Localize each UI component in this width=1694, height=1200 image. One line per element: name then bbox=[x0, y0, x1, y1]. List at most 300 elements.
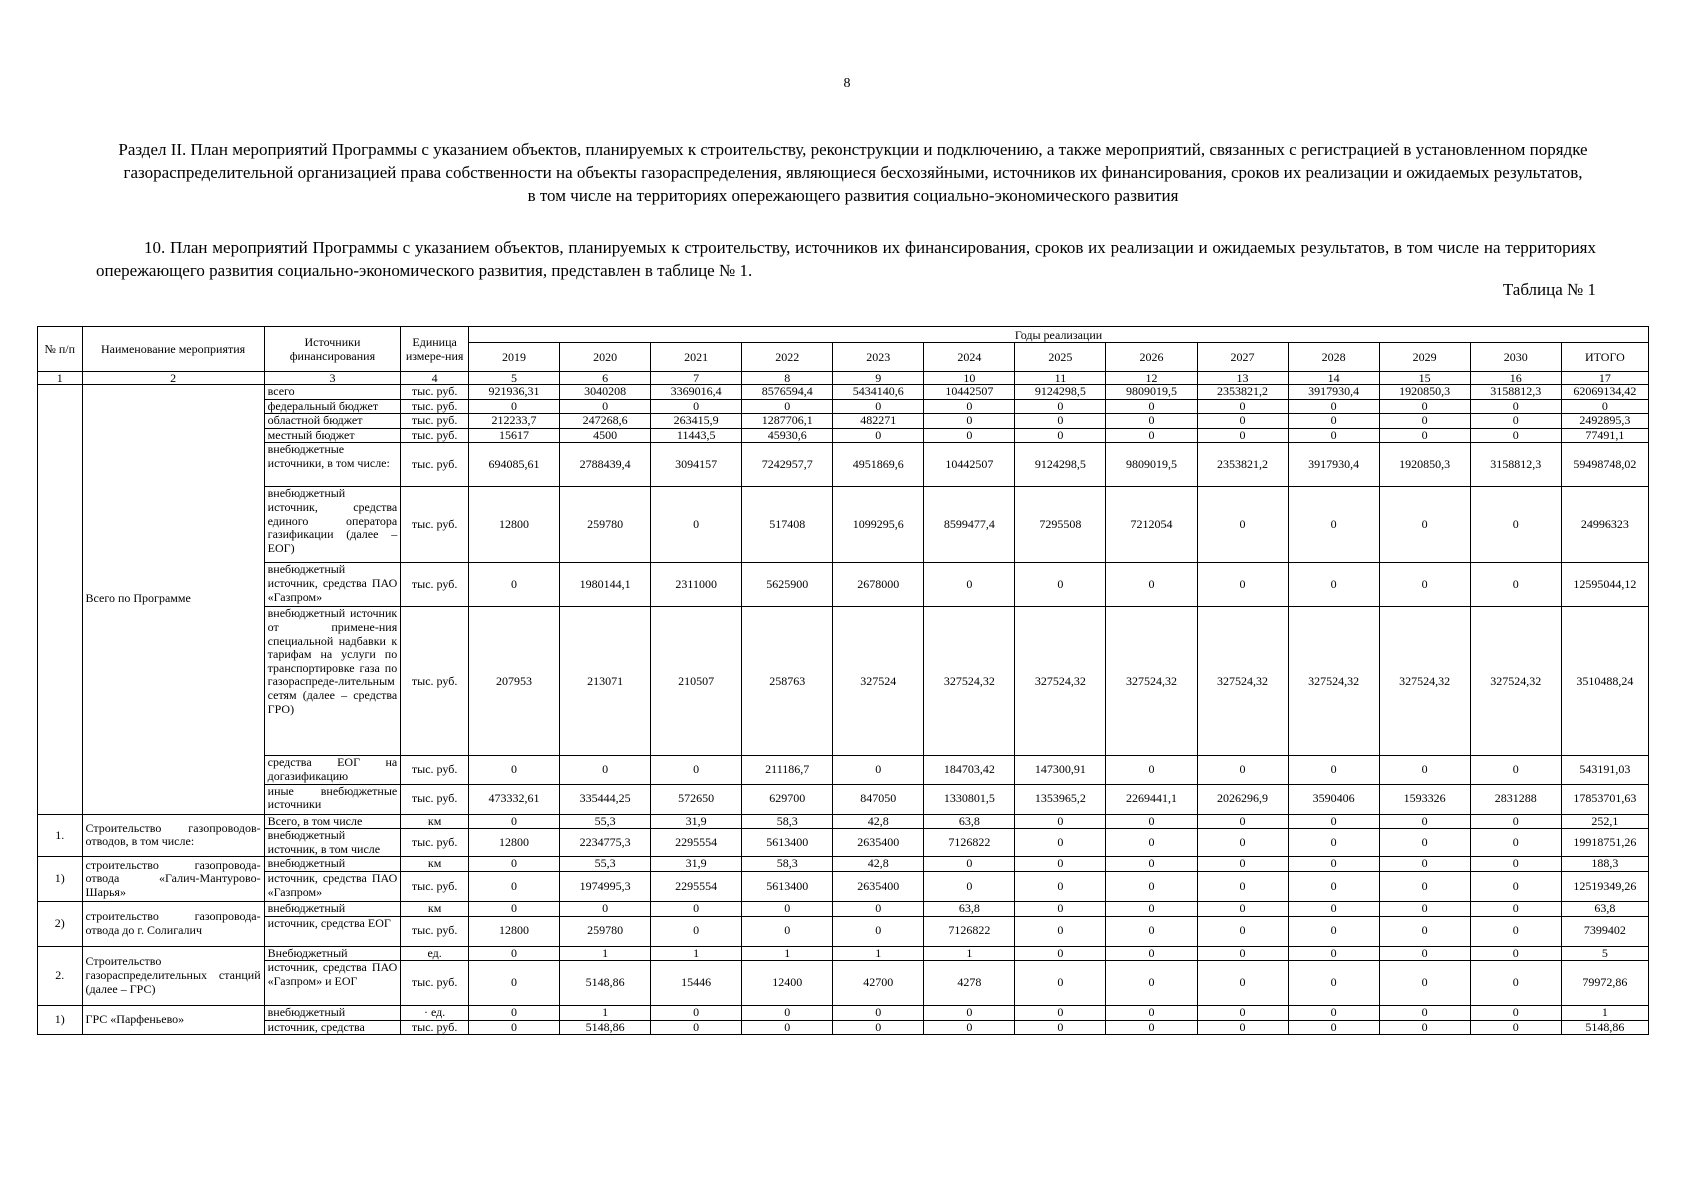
year-value: 0 bbox=[1015, 1020, 1106, 1035]
year-value: 327524,32 bbox=[924, 607, 1015, 756]
year-value: 0 bbox=[651, 756, 742, 784]
total-value: 252,1 bbox=[1561, 814, 1648, 829]
total-value: 3510488,24 bbox=[1561, 607, 1648, 756]
year-value: 5148,86 bbox=[560, 1020, 651, 1035]
row-number: 2. bbox=[38, 946, 83, 1006]
year-value: 31,9 bbox=[651, 814, 742, 829]
year-value: 0 bbox=[1379, 563, 1470, 607]
year-value: 58,3 bbox=[742, 857, 833, 872]
year-value: 0 bbox=[833, 901, 924, 916]
year-value: 327524,32 bbox=[1470, 607, 1561, 756]
year-value: 0 bbox=[560, 901, 651, 916]
table-row bbox=[38, 428, 1649, 443]
year-value: 0 bbox=[1197, 428, 1288, 443]
table-row bbox=[38, 563, 1649, 607]
year-value: 0 bbox=[1288, 487, 1379, 563]
year-value: 12800 bbox=[469, 829, 560, 857]
column-number: 6 bbox=[560, 372, 651, 385]
year-value: 0 bbox=[1197, 563, 1288, 607]
year-value: 213071 bbox=[560, 607, 651, 756]
total-value: 1 bbox=[1561, 1006, 1648, 1021]
year-value: 12800 bbox=[469, 487, 560, 563]
header-year: 2027 bbox=[1197, 343, 1288, 372]
year-value: 482271 bbox=[833, 414, 924, 429]
year-value: 0 bbox=[1470, 961, 1561, 1006]
table-row bbox=[38, 756, 1649, 784]
funding-source: всего bbox=[264, 385, 401, 400]
year-value: 0 bbox=[1288, 946, 1379, 961]
funding-source: внебюджетные источники, в том числе: bbox=[264, 443, 401, 487]
year-value: 2353821,2 bbox=[1197, 443, 1288, 487]
year-value: 1 bbox=[833, 946, 924, 961]
year-value: 1 bbox=[651, 946, 742, 961]
year-value: 0 bbox=[1379, 414, 1470, 429]
measure-name: Всего по Программе bbox=[82, 385, 264, 815]
year-value: 473332,61 bbox=[469, 784, 560, 814]
table-row bbox=[38, 857, 1649, 872]
year-value: 0 bbox=[833, 399, 924, 414]
year-value: 0 bbox=[742, 901, 833, 916]
page-number: 8 bbox=[843, 76, 851, 91]
year-value: 184703,42 bbox=[924, 756, 1015, 784]
year-value: 9809019,5 bbox=[1106, 385, 1197, 400]
year-value: 0 bbox=[1197, 414, 1288, 429]
year-value: 0 bbox=[1288, 814, 1379, 829]
unit: тыс. руб. bbox=[401, 385, 469, 400]
year-value: 1287706,1 bbox=[742, 414, 833, 429]
year-value: 0 bbox=[1197, 946, 1288, 961]
header-year: 2029 bbox=[1379, 343, 1470, 372]
column-number: 4 bbox=[401, 372, 469, 385]
year-value: 1980144,1 bbox=[560, 563, 651, 607]
year-value: 0 bbox=[1379, 399, 1470, 414]
row-number: 1. bbox=[38, 814, 83, 857]
table-row bbox=[38, 946, 1649, 961]
unit: тыс. руб. bbox=[401, 756, 469, 784]
year-value: 3917930,4 bbox=[1288, 385, 1379, 400]
year-value: 0 bbox=[1106, 414, 1197, 429]
total-value: 2492895,3 bbox=[1561, 414, 1648, 429]
unit: тыс. руб. bbox=[401, 1020, 469, 1035]
total-value: 24996323 bbox=[1561, 487, 1648, 563]
year-value: 2635400 bbox=[833, 829, 924, 857]
total-value: 17853701,63 bbox=[1561, 784, 1648, 814]
year-value: 0 bbox=[1015, 428, 1106, 443]
column-number: 2 bbox=[82, 372, 264, 385]
year-value: 0 bbox=[1197, 756, 1288, 784]
funding-source: внебюджетный источник, средства ПАО «Газпром» bbox=[264, 563, 401, 607]
funding-source: иные внебюджетные источники bbox=[264, 784, 401, 814]
total-value: 5 bbox=[1561, 946, 1648, 961]
year-value: 210507 bbox=[651, 607, 742, 756]
total-value: 12595044,12 bbox=[1561, 563, 1648, 607]
year-value: 0 bbox=[651, 901, 742, 916]
year-value: 0 bbox=[1015, 946, 1106, 961]
year-value: 3094157 bbox=[651, 443, 742, 487]
funding-source: источник, средства ПАО «Газпром» и ЕОГ bbox=[264, 961, 401, 1006]
year-value: 1099295,6 bbox=[833, 487, 924, 563]
header-year: 2023 bbox=[833, 343, 924, 372]
year-value: 629700 bbox=[742, 784, 833, 814]
year-value: 0 bbox=[1379, 487, 1470, 563]
year-value: 0 bbox=[742, 916, 833, 946]
unit: тыс. руб. bbox=[401, 961, 469, 1006]
year-value: 9124298,5 bbox=[1015, 385, 1106, 400]
year-value: 7126822 bbox=[924, 829, 1015, 857]
year-value: 211186,7 bbox=[742, 756, 833, 784]
column-number: 10 bbox=[924, 372, 1015, 385]
year-value: 45930,6 bbox=[742, 428, 833, 443]
header-name: Наименование мероприятия bbox=[82, 327, 264, 372]
year-value: 0 bbox=[924, 857, 1015, 872]
total-value: 7399402 bbox=[1561, 916, 1648, 946]
measure-name: Строительство газораспределительных станций (далее – ГРС) bbox=[82, 946, 264, 1006]
total-value: 77491,1 bbox=[1561, 428, 1648, 443]
year-value: 5148,86 bbox=[560, 961, 651, 1006]
year-value: 0 bbox=[1288, 857, 1379, 872]
column-number: 16 bbox=[1470, 372, 1561, 385]
year-value: 0 bbox=[1470, 414, 1561, 429]
year-value: 9809019,5 bbox=[1106, 443, 1197, 487]
year-value: 0 bbox=[1288, 1006, 1379, 1021]
year-value: 2026296,9 bbox=[1197, 784, 1288, 814]
year-value: 263415,9 bbox=[651, 414, 742, 429]
row-number: 1) bbox=[38, 857, 83, 902]
column-number: 9 bbox=[833, 372, 924, 385]
year-value: 1 bbox=[560, 946, 651, 961]
header-year: 2026 bbox=[1106, 343, 1197, 372]
funding-source: внебюджетный источник от примене-ния специальной надбавки к тарифам на услуги по транспортировке газа по газораспреде-лительным сетям (далее – средства ГРО) bbox=[264, 607, 401, 756]
year-value: 0 bbox=[1197, 871, 1288, 901]
total-value: 59498748,02 bbox=[1561, 443, 1648, 487]
total-value: 543191,03 bbox=[1561, 756, 1648, 784]
year-value: 0 bbox=[1470, 399, 1561, 414]
year-value: 2295554 bbox=[651, 829, 742, 857]
funding-source: источник, средства ПАО «Газпром» bbox=[264, 871, 401, 901]
year-value: 1330801,5 bbox=[924, 784, 1015, 814]
table-row bbox=[38, 1006, 1649, 1021]
unit: тыс. руб. bbox=[401, 607, 469, 756]
total-value: 12519349,26 bbox=[1561, 871, 1648, 901]
year-value: 0 bbox=[1470, 428, 1561, 443]
column-number: 3 bbox=[264, 372, 401, 385]
measure-name: ГРС «Парфеньево» bbox=[82, 1006, 264, 1035]
year-value: 0 bbox=[1015, 414, 1106, 429]
section-heading: Раздел II. План мероприятий Программы с указанием объектов, планируемых к строительству, реконструкции и подключению, а также мероприятий, связанных с регистрацией в установленном порядке газораспределительной организацией права собственности на объекты газораспределения, являющиеся бесхозяйными, источников их финансирования, сроков их реализации и ожидаемых результатов, в том числе на территориях опережающего развития социально-экономического развития bbox=[118, 140, 1588, 205]
year-value: 5625900 bbox=[742, 563, 833, 607]
year-value: 0 bbox=[1106, 901, 1197, 916]
column-number: 7 bbox=[651, 372, 742, 385]
year-value: 0 bbox=[1197, 487, 1288, 563]
year-value: 0 bbox=[1197, 1020, 1288, 1035]
year-value: 0 bbox=[1015, 916, 1106, 946]
year-value: 0 bbox=[1106, 399, 1197, 414]
unit: тыс. руб. bbox=[401, 428, 469, 443]
year-value: 0 bbox=[469, 563, 560, 607]
intro-paragraph: 10. План мероприятий Программы с указанием объектов, планируемых к строительству, источников их финансирования, сроков их реализации и ожидаемых результатов, в том числе на территориях опережающего развития социально-экономического развития, представлен в таблице № 1. bbox=[96, 238, 1596, 280]
funding-source: внебюджетный bbox=[264, 857, 401, 872]
year-value: 3158812,3 bbox=[1470, 443, 1561, 487]
unit: тыс. руб. bbox=[401, 916, 469, 946]
year-value: 0 bbox=[1470, 829, 1561, 857]
unit: км bbox=[401, 857, 469, 872]
table-row bbox=[38, 443, 1649, 487]
table-row bbox=[38, 814, 1649, 829]
total-value: 188,3 bbox=[1561, 857, 1648, 872]
year-value: 1974995,3 bbox=[560, 871, 651, 901]
year-value: 0 bbox=[1015, 399, 1106, 414]
year-value: 0 bbox=[1288, 414, 1379, 429]
year-value: 0 bbox=[469, 857, 560, 872]
header-year: 2028 bbox=[1288, 343, 1379, 372]
funding-source: источник, средства ЕОГ bbox=[264, 916, 401, 946]
year-value: 327524 bbox=[833, 607, 924, 756]
year-value: 63,8 bbox=[924, 901, 1015, 916]
year-value: 572650 bbox=[651, 784, 742, 814]
year-value: 0 bbox=[1379, 1006, 1470, 1021]
total-value: 0 bbox=[1561, 399, 1648, 414]
year-value: 0 bbox=[1015, 961, 1106, 1006]
year-value: 1353965,2 bbox=[1015, 784, 1106, 814]
year-value: 0 bbox=[924, 428, 1015, 443]
year-value: 0 bbox=[1379, 1020, 1470, 1035]
year-value: 0 bbox=[1106, 871, 1197, 901]
year-value: 8576594,4 bbox=[742, 385, 833, 400]
year-value: 258763 bbox=[742, 607, 833, 756]
table-row bbox=[38, 414, 1649, 429]
year-value: 12800 bbox=[469, 916, 560, 946]
header-year: 2025 bbox=[1015, 343, 1106, 372]
year-value: 0 bbox=[833, 428, 924, 443]
year-value: 147300,91 bbox=[1015, 756, 1106, 784]
year-value: 0 bbox=[1470, 946, 1561, 961]
year-value: 2234775,3 bbox=[560, 829, 651, 857]
header-years-group: Годы реализации bbox=[469, 327, 1649, 343]
table-row bbox=[38, 784, 1649, 814]
year-value: 0 bbox=[1106, 1020, 1197, 1035]
year-value: 0 bbox=[1288, 428, 1379, 443]
year-value: 0 bbox=[1106, 946, 1197, 961]
unit: тыс. руб. bbox=[401, 784, 469, 814]
year-value: 0 bbox=[1197, 829, 1288, 857]
measure-name: Строительство газопроводов-отводов, в том числе: bbox=[82, 814, 264, 857]
total-value: 5148,86 bbox=[1561, 1020, 1648, 1035]
row-number bbox=[38, 385, 83, 815]
year-value: 1 bbox=[742, 946, 833, 961]
table-row bbox=[38, 1020, 1649, 1035]
year-value: 0 bbox=[924, 1006, 1015, 1021]
funding-source: областной бюджет bbox=[264, 414, 401, 429]
year-value: 2831288 bbox=[1470, 784, 1561, 814]
year-value: 4500 bbox=[560, 428, 651, 443]
year-value: 0 bbox=[1470, 563, 1561, 607]
column-number: 8 bbox=[742, 372, 833, 385]
year-value: 0 bbox=[1470, 814, 1561, 829]
table-row bbox=[38, 901, 1649, 916]
year-value: 7295508 bbox=[1015, 487, 1106, 563]
year-value: 327524,32 bbox=[1015, 607, 1106, 756]
row-number: 2) bbox=[38, 901, 83, 946]
column-number: 14 bbox=[1288, 372, 1379, 385]
year-value: 0 bbox=[1379, 901, 1470, 916]
year-value: 0 bbox=[1106, 428, 1197, 443]
year-value: 0 bbox=[469, 871, 560, 901]
year-value: 7126822 bbox=[924, 916, 1015, 946]
year-value: 0 bbox=[1106, 563, 1197, 607]
year-value: 0 bbox=[1197, 857, 1288, 872]
year-value: 247268,6 bbox=[560, 414, 651, 429]
year-value: 0 bbox=[1288, 399, 1379, 414]
header-unit: Единица измере-ния bbox=[401, 327, 469, 372]
year-value: 0 bbox=[1197, 961, 1288, 1006]
year-value: 58,3 bbox=[742, 814, 833, 829]
year-value: 0 bbox=[1106, 961, 1197, 1006]
year-value: 0 bbox=[833, 916, 924, 946]
table-caption: Таблица № 1 bbox=[1502, 280, 1596, 299]
header-source: Источники финансирования bbox=[264, 327, 401, 372]
year-value: 921936,31 bbox=[469, 385, 560, 400]
table-row bbox=[38, 399, 1649, 414]
year-value: 2269441,1 bbox=[1106, 784, 1197, 814]
year-value: 0 bbox=[651, 1020, 742, 1035]
column-number: 13 bbox=[1197, 372, 1288, 385]
year-value: 42700 bbox=[833, 961, 924, 1006]
year-value: 0 bbox=[1197, 814, 1288, 829]
year-value: 0 bbox=[1015, 901, 1106, 916]
year-value: 0 bbox=[1379, 829, 1470, 857]
year-value: 0 bbox=[1288, 829, 1379, 857]
funding-source: внебюджетный источник, средства единого оператора газификации (далее – ЕОГ) bbox=[264, 487, 401, 563]
year-value: 0 bbox=[1288, 871, 1379, 901]
year-value: 0 bbox=[1470, 756, 1561, 784]
year-value: 0 bbox=[469, 901, 560, 916]
year-value: 10442507 bbox=[924, 385, 1015, 400]
year-value: 0 bbox=[469, 814, 560, 829]
year-value: 0 bbox=[1106, 756, 1197, 784]
year-value: 0 bbox=[1470, 916, 1561, 946]
year-value: 0 bbox=[1015, 814, 1106, 829]
year-value: 0 bbox=[833, 1020, 924, 1035]
column-number: 11 bbox=[1015, 372, 1106, 385]
unit: тыс. руб. bbox=[401, 399, 469, 414]
unit: тыс. руб. bbox=[401, 563, 469, 607]
year-value: 55,3 bbox=[560, 857, 651, 872]
year-value: 327524,32 bbox=[1379, 607, 1470, 756]
year-value: 0 bbox=[833, 1006, 924, 1021]
year-value: 1920850,3 bbox=[1379, 385, 1470, 400]
year-value: 0 bbox=[1015, 857, 1106, 872]
year-value: 15617 bbox=[469, 428, 560, 443]
year-value: 0 bbox=[1106, 857, 1197, 872]
year-value: 0 bbox=[1197, 399, 1288, 414]
year-value: 11443,5 bbox=[651, 428, 742, 443]
year-value: 0 bbox=[1015, 829, 1106, 857]
year-value: 0 bbox=[1015, 1006, 1106, 1021]
year-value: 327524,32 bbox=[1106, 607, 1197, 756]
funding-source: местный бюджет bbox=[264, 428, 401, 443]
year-value: 15446 bbox=[651, 961, 742, 1006]
year-value: 0 bbox=[1197, 901, 1288, 916]
year-value: 0 bbox=[469, 961, 560, 1006]
year-value: 0 bbox=[1379, 946, 1470, 961]
total-value: 19918751,26 bbox=[1561, 829, 1648, 857]
year-value: 0 bbox=[1015, 871, 1106, 901]
year-value: 4278 bbox=[924, 961, 1015, 1006]
year-value: 12400 bbox=[742, 961, 833, 1006]
funding-source: федеральный бюджет bbox=[264, 399, 401, 414]
unit: км bbox=[401, 901, 469, 916]
year-value: 2311000 bbox=[651, 563, 742, 607]
year-value: 55,3 bbox=[560, 814, 651, 829]
year-value: 0 bbox=[1197, 916, 1288, 946]
year-value: 42,8 bbox=[833, 857, 924, 872]
year-value: 0 bbox=[651, 1006, 742, 1021]
funding-source: внебюджетный bbox=[264, 901, 401, 916]
header-year: 2020 bbox=[560, 343, 651, 372]
year-value: 5434140,6 bbox=[833, 385, 924, 400]
funding-source: Внебюджетный bbox=[264, 946, 401, 961]
year-value: 0 bbox=[469, 1020, 560, 1035]
funding-source: источник, средства bbox=[264, 1020, 401, 1035]
year-value: 0 bbox=[1379, 961, 1470, 1006]
column-number: 1 bbox=[38, 372, 83, 385]
measure-name: строительство газопровода-отвода «Галич-Мантурово-Шарья» bbox=[82, 857, 264, 902]
year-value: 0 bbox=[1288, 901, 1379, 916]
year-value: 9124298,5 bbox=[1015, 443, 1106, 487]
unit: тыс. руб. bbox=[401, 443, 469, 487]
header-year: 2030 bbox=[1470, 343, 1561, 372]
year-value: 0 bbox=[1288, 563, 1379, 607]
year-value: 42,8 bbox=[833, 814, 924, 829]
funding-source: внебюджетный bbox=[264, 1006, 401, 1021]
year-value: 2635400 bbox=[833, 871, 924, 901]
year-value: 0 bbox=[1288, 916, 1379, 946]
unit: тыс. руб. bbox=[401, 487, 469, 563]
year-value: 0 bbox=[1470, 901, 1561, 916]
year-value: 0 bbox=[1379, 916, 1470, 946]
year-value: 7242957,7 bbox=[742, 443, 833, 487]
year-value: 0 bbox=[833, 756, 924, 784]
year-value: 0 bbox=[742, 1020, 833, 1035]
year-value: 0 bbox=[1470, 487, 1561, 563]
year-value: 8599477,4 bbox=[924, 487, 1015, 563]
total-value: 62069134,42 bbox=[1561, 385, 1648, 400]
year-value: 0 bbox=[1379, 756, 1470, 784]
column-number: 17 bbox=[1561, 372, 1648, 385]
table-row bbox=[38, 487, 1649, 563]
year-value: 0 bbox=[742, 1006, 833, 1021]
year-value: 0 bbox=[651, 487, 742, 563]
year-value: 259780 bbox=[560, 916, 651, 946]
table-row bbox=[38, 871, 1649, 901]
year-value: 0 bbox=[1470, 1020, 1561, 1035]
year-value: 0 bbox=[1379, 814, 1470, 829]
year-value: 335444,25 bbox=[560, 784, 651, 814]
year-value: 2678000 bbox=[833, 563, 924, 607]
year-value: 327524,32 bbox=[1197, 607, 1288, 756]
year-value: 7212054 bbox=[1106, 487, 1197, 563]
year-value: 10442507 bbox=[924, 443, 1015, 487]
year-value: 1593326 bbox=[1379, 784, 1470, 814]
year-value: 207953 bbox=[469, 607, 560, 756]
year-value: 0 bbox=[1379, 428, 1470, 443]
year-value: 2788439,4 bbox=[560, 443, 651, 487]
year-value: 1 bbox=[560, 1006, 651, 1021]
table-row bbox=[38, 829, 1649, 857]
year-value: 0 bbox=[924, 1020, 1015, 1035]
measure-name: строительство газопровода-отвода до г. Солигалич bbox=[82, 901, 264, 946]
year-value: 4951869,6 bbox=[833, 443, 924, 487]
